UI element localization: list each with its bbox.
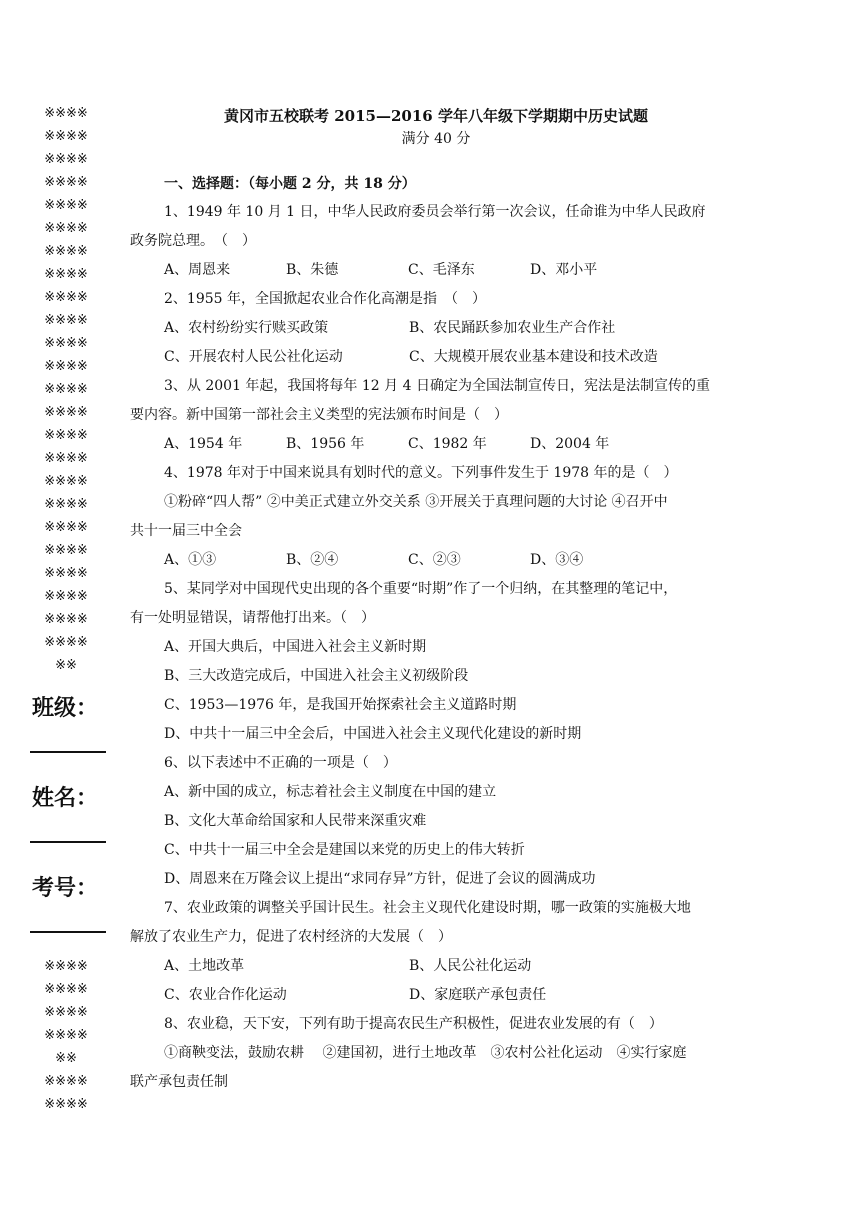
question-5 bbox=[130, 575, 742, 749]
options-row bbox=[130, 546, 742, 575]
option-a[interactable]: A、土地改革 bbox=[164, 958, 245, 974]
seal-mark-row: ※※※※ bbox=[44, 543, 88, 558]
seal-mark-row: ※※※※ bbox=[44, 1097, 88, 1112]
seal-mark-row: ※※※※ bbox=[44, 959, 88, 974]
question-stem: 6、以下表述中不正确的一项是（ ） bbox=[164, 755, 397, 771]
seal-marks-bottom bbox=[30, 955, 102, 1116]
name-underline bbox=[30, 841, 106, 843]
option-d[interactable]: D、2004 年 bbox=[530, 436, 610, 452]
option-b[interactable]: B、②④ bbox=[286, 552, 339, 568]
question-4 bbox=[130, 459, 742, 575]
option-b[interactable]: B、农民踊跃参加农业生产合作社 bbox=[409, 320, 616, 336]
seal-mark-row: ※※※※ bbox=[44, 1005, 88, 1020]
name-label: 姓名： bbox=[32, 786, 99, 811]
name-field[interactable] bbox=[30, 767, 110, 857]
seal-mark-row: ※※※※ bbox=[44, 198, 88, 213]
seal-marks-top bbox=[30, 102, 102, 677]
seal-mark-row: ※※※※ bbox=[44, 382, 88, 397]
seal-mark-row: ※※※※ bbox=[44, 428, 88, 443]
seal-mark-row: ※※※※ bbox=[44, 359, 88, 374]
question-8 bbox=[130, 1010, 742, 1097]
seal-mark-row: ※※※※ bbox=[44, 152, 88, 167]
option-d[interactable]: C、大规模开展农业基本建设和技术改造 bbox=[409, 349, 658, 365]
exam-id-label: 考号： bbox=[32, 876, 99, 901]
question-stem: 7、农业政策的调整关乎国计民生。社会主义现代化建设时期，哪一政策的实施极大地 bbox=[164, 900, 691, 916]
option-d[interactable]: D、周恩来在万隆会议上提出“求同存异”方针，促进了会议的圆满成功 bbox=[164, 871, 596, 887]
seal-mark-row: ※※※※ bbox=[44, 520, 88, 535]
page-subtitle: 满分 40 分 bbox=[401, 131, 471, 147]
seal-mark-row: ※※※※ bbox=[44, 175, 88, 190]
seal-mark-row: ※※※※ bbox=[44, 566, 88, 581]
seal-mark-row: ※※※※ bbox=[44, 635, 88, 650]
seal-mark-row: ※※※※ bbox=[44, 244, 88, 259]
seal-mark-row: ※※※※ bbox=[44, 451, 88, 466]
seal-mark-row: ※※※※ bbox=[44, 497, 88, 512]
option-c[interactable]: C、中共十一届三中全会是建国以来党的历史上的伟大转折 bbox=[164, 842, 525, 858]
class-field[interactable] bbox=[30, 677, 110, 767]
options-row bbox=[130, 256, 742, 285]
question-stem: 1、1949 年 10 月 1 日，中华人民政府委员会举行第一次会议，任命谁为中华人民政府 bbox=[164, 204, 706, 220]
seal-mark-row: ※※※※ bbox=[44, 1028, 88, 1043]
seal-mark-row: ※※ bbox=[55, 658, 77, 673]
seal-mark-row: ※※※※ bbox=[44, 589, 88, 604]
exam-body bbox=[130, 104, 742, 1097]
options-row bbox=[130, 314, 742, 343]
option-c[interactable]: C、农业合作化运动 bbox=[164, 987, 287, 1003]
option-a[interactable]: A、开国大典后，中国进入社会主义新时期 bbox=[164, 639, 427, 655]
question-stem: 8、农业稳，天下安，下列有助于提高农民生产积极性，促进农业发展的有（ ） bbox=[164, 1016, 663, 1032]
question-stem-cont: 解放了农业生产力，促进了农村经济的大发展（ ） bbox=[130, 929, 452, 945]
option-b[interactable]: B、朱德 bbox=[286, 262, 339, 278]
options-row bbox=[130, 343, 742, 372]
seal-mark-row: ※※※※ bbox=[44, 474, 88, 489]
seal-mark-row: ※※※※ bbox=[44, 221, 88, 236]
option-a[interactable]: A、①③ bbox=[164, 552, 217, 568]
option-b[interactable]: B、1956 年 bbox=[286, 436, 365, 452]
option-d[interactable]: D、③④ bbox=[530, 552, 584, 568]
seal-mark-row: ※※※※ bbox=[44, 612, 88, 627]
page-title: 黄冈市五校联考 2015—2016 学年八年级下学期期中历史试题 bbox=[224, 107, 648, 125]
binding-margin bbox=[30, 102, 110, 1116]
options-row bbox=[130, 952, 742, 981]
seal-mark-row: ※※※※ bbox=[44, 129, 88, 144]
option-c[interactable]: C、毛泽东 bbox=[408, 262, 475, 278]
question-stem: 3、从 2001 年起，我国将每年 12 月 4 日确定为全国法制宣传日，宪法是法制宣传的重 bbox=[164, 378, 710, 394]
option-b[interactable]: B、文化大革命给国家和人民带来深重灾难 bbox=[164, 813, 427, 829]
seal-mark-row: ※※※※ bbox=[44, 336, 88, 351]
option-c[interactable]: C、1982 年 bbox=[408, 436, 487, 452]
option-c[interactable]: C、1953—1976 年，是我国开始探索社会主义道路时期 bbox=[164, 697, 517, 713]
seal-mark-row: ※※※※ bbox=[44, 267, 88, 282]
option-a[interactable]: A、农村纷纷实行赎买政策 bbox=[164, 320, 329, 336]
question-stem: 5、某同学对中国现代史出现的各个重要“时期”作了一个归纳，在其整理的笔记中， bbox=[164, 581, 678, 597]
question-stem-cont: 要内容。新中国第一部社会主义类型的宪法颁布时间是（ ） bbox=[130, 407, 508, 423]
question-2 bbox=[130, 285, 742, 372]
option-b[interactable]: B、三大改造完成后，中国进入社会主义初级阶段 bbox=[164, 668, 469, 684]
option-c[interactable]: C、②③ bbox=[408, 552, 461, 568]
seal-mark-row: ※※※※ bbox=[44, 313, 88, 328]
question-statements: ①商鞅变法，鼓励农耕 ②建国初，进行土地改革 ③农村公社化运动 ④实行家庭 bbox=[164, 1045, 687, 1061]
question-statements-cont: 联产承包责任制 bbox=[130, 1074, 228, 1090]
option-a[interactable]: A、周恩来 bbox=[164, 262, 231, 278]
seal-mark-row: ※※※※ bbox=[44, 1074, 88, 1089]
exam-id-underline bbox=[30, 931, 106, 933]
question-stem: 4、1978 年对于中国来说具有划时代的意义。下列事件发生于 1978 年的是（ ） bbox=[164, 465, 678, 481]
question-7 bbox=[130, 894, 742, 1010]
option-a[interactable]: A、新中国的成立，标志着社会主义制度在中国的建立 bbox=[164, 784, 497, 800]
seal-mark-row: ※※※※ bbox=[44, 405, 88, 420]
options-row bbox=[130, 430, 742, 459]
seal-mark-row: ※※ bbox=[55, 1051, 77, 1066]
question-stem-cont: 有一处明显错误，请帮他打出来。（ ） bbox=[130, 610, 375, 626]
question-6 bbox=[130, 749, 742, 894]
class-label: 班级： bbox=[32, 696, 99, 721]
option-b[interactable]: B、人民公社化运动 bbox=[409, 958, 532, 974]
question-stem-cont: 政务院总理。 （ ） bbox=[130, 233, 256, 249]
exam-id-field[interactable] bbox=[30, 857, 110, 947]
question-statements-cont: 共十一届三中全会 bbox=[130, 523, 242, 539]
question-3 bbox=[130, 372, 742, 459]
seal-mark-row: ※※※※ bbox=[44, 106, 88, 121]
class-underline bbox=[30, 751, 106, 753]
seal-mark-row: ※※※※ bbox=[44, 290, 88, 305]
option-c[interactable]: C、开展农村人民公社化运动 bbox=[164, 349, 343, 365]
question-1 bbox=[130, 198, 742, 285]
option-d[interactable]: D、邓小平 bbox=[530, 262, 598, 278]
section-heading: 一、选择题：（每小题 2 分，共 18 分） bbox=[164, 176, 416, 192]
options-row bbox=[130, 981, 742, 1010]
option-a[interactable]: A、1954 年 bbox=[164, 436, 243, 452]
question-stem: 2、1955 年，全国掀起农业合作化高潮是指 （ ） bbox=[164, 291, 486, 307]
question-statements: ①粉碎“四人帮” ②中美正式建立外交关系 ③开展关于真理问题的大讨论 ④召开中 bbox=[164, 494, 668, 510]
option-d[interactable]: D、中共十一届三中全会后，中国进入社会主义现代化建设的新时期 bbox=[164, 726, 582, 742]
option-d[interactable]: D、家庭联产承包责任 bbox=[409, 987, 547, 1003]
seal-mark-row: ※※※※ bbox=[44, 982, 88, 997]
